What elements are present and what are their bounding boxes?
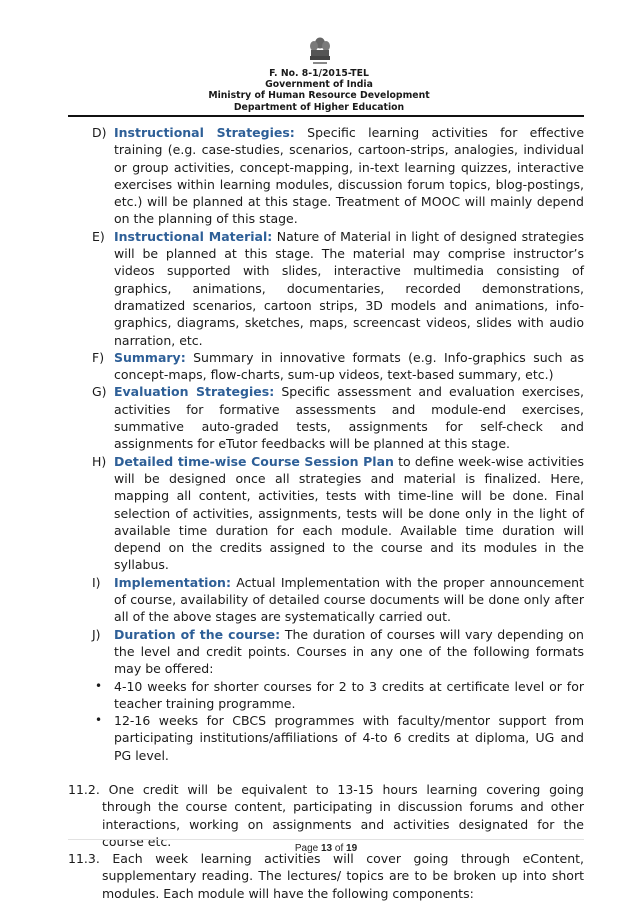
item-term: Detailed time-wise Course Session Plan xyxy=(114,453,394,469)
item-marker: J) xyxy=(92,626,101,642)
total-pages: 19 xyxy=(346,843,358,854)
item-marker: I) xyxy=(92,574,101,590)
list-item xyxy=(68,574,584,626)
item-text: Nature of Material in light of designed strategies will be planned at this stage. The material may comprise instructor’s videos supported with slides, interactive multimedia consisting of graphics, animations, documentaries, recorded demonstrations, dramatized scenarios, cartoon strips, 3D models and animations, info-graphics, diagrams, sketches, maps, screencast videos, slides with audio narration, etc. xyxy=(114,228,584,348)
item-marker: F) xyxy=(92,349,105,365)
bullet-icon: • xyxy=(95,713,103,728)
national-emblem-icon xyxy=(306,36,334,68)
item-text: Specific assessment and evaluation exercises, activities for formative assessments and module-end exercises, summative auto-graded tests, assignments for self-check and assignments for eTutor feedbacks will be planned at this stage. xyxy=(114,384,584,452)
list-item xyxy=(68,383,584,452)
bullet-text: 4-10 weeks for shorter courses for 2 to 3 credits at certificate level or for teacher training programme. xyxy=(114,678,584,711)
current-page: 13 xyxy=(320,843,333,854)
section-number: 11.3. xyxy=(68,851,100,867)
item-text: Actual Implementation with the proper announcement of course, availability of detailed course documents will be done only after all of the above stages are systematically carried out. xyxy=(114,574,584,625)
header-rule xyxy=(68,115,584,117)
bullet-icon: • xyxy=(95,678,103,693)
item-marker: D) xyxy=(92,125,107,140)
section-number: 11.2. xyxy=(68,781,100,797)
item-marker: E) xyxy=(92,228,105,244)
government-line: Government of India xyxy=(265,79,373,91)
item-text: Specific learning activities for effective training (e.g. case-studies, scenarios, cartoon-strips, analogies, individual or group activities, concept-mapping, in-text learning quizzes, interactive exercises within learning modules, discussion forum topics, blog-postings, etc.) will be planned at this stage. Treatment of MOOC will mainly depend on the planning of this stage. xyxy=(114,125,585,227)
section-text: Each week learning activities will cover going through eContent, supplementary reading. The lectures/ topics are to be broken up into short modules. Each module will have the following components: xyxy=(102,851,584,901)
item-text: to define week-wise activities will be designed once all strategies and material is finalized. Here, mapping all content, activities, tests with time-line will be done. Final selection of activities, assignments, tests will be done only in the light of available time duration for each module. Available time duration will depend on the credits assigned to the course and its modules in the syllabus. xyxy=(114,453,584,573)
item-term: Instructional Strategies: xyxy=(114,125,295,140)
item-term: Duration of the course: xyxy=(114,626,281,642)
page-body xyxy=(68,124,584,902)
list-item xyxy=(68,228,584,349)
department-line: Department of Higher Education xyxy=(233,101,405,113)
section-text: One credit will be equivalent to 13-15 hours learning covering going through the course content, participating in discussion forums and other interactions, working on assignments and activities designated for the course etc. xyxy=(102,781,584,849)
item-marker: H) xyxy=(92,453,107,469)
footer-sep: of xyxy=(332,843,347,854)
bullet-item xyxy=(68,712,584,764)
ministry-line: Ministry of Human Resource Development xyxy=(208,90,430,102)
list-item xyxy=(68,124,584,228)
page-footer xyxy=(68,843,584,854)
document-header xyxy=(0,68,638,113)
item-term: Summary: xyxy=(114,349,186,365)
bullet-text: 12-16 weeks for CBCS programmes with faculty/mentor support from participating institutions/affiliations of 4-to 6 credits at diploma, UG and PG level. xyxy=(114,713,584,763)
footer-rule xyxy=(68,839,584,840)
footer-prefix: Page xyxy=(294,843,321,854)
item-text: The duration of courses will vary depending on the level and credit points. Courses in any one of the following formats may be offered: xyxy=(114,626,584,677)
list-item xyxy=(68,349,584,384)
list-item xyxy=(68,453,584,574)
item-term: Implementation: xyxy=(114,574,231,590)
list-item xyxy=(68,626,584,678)
file-number: F. No. 8-1/2015-TEL xyxy=(269,68,369,79)
item-marker: G) xyxy=(92,384,107,400)
item-term: Instructional Material: xyxy=(114,228,273,244)
section-paragraph xyxy=(68,850,584,902)
item-text: Summary in innovative formats (e.g. Info-graphics such as concept-maps, flow-charts, sum-up videos, text-based summary, etc.) xyxy=(114,349,584,383)
item-term: Evaluation Strategies: xyxy=(114,384,275,400)
bullet-item xyxy=(68,678,584,713)
